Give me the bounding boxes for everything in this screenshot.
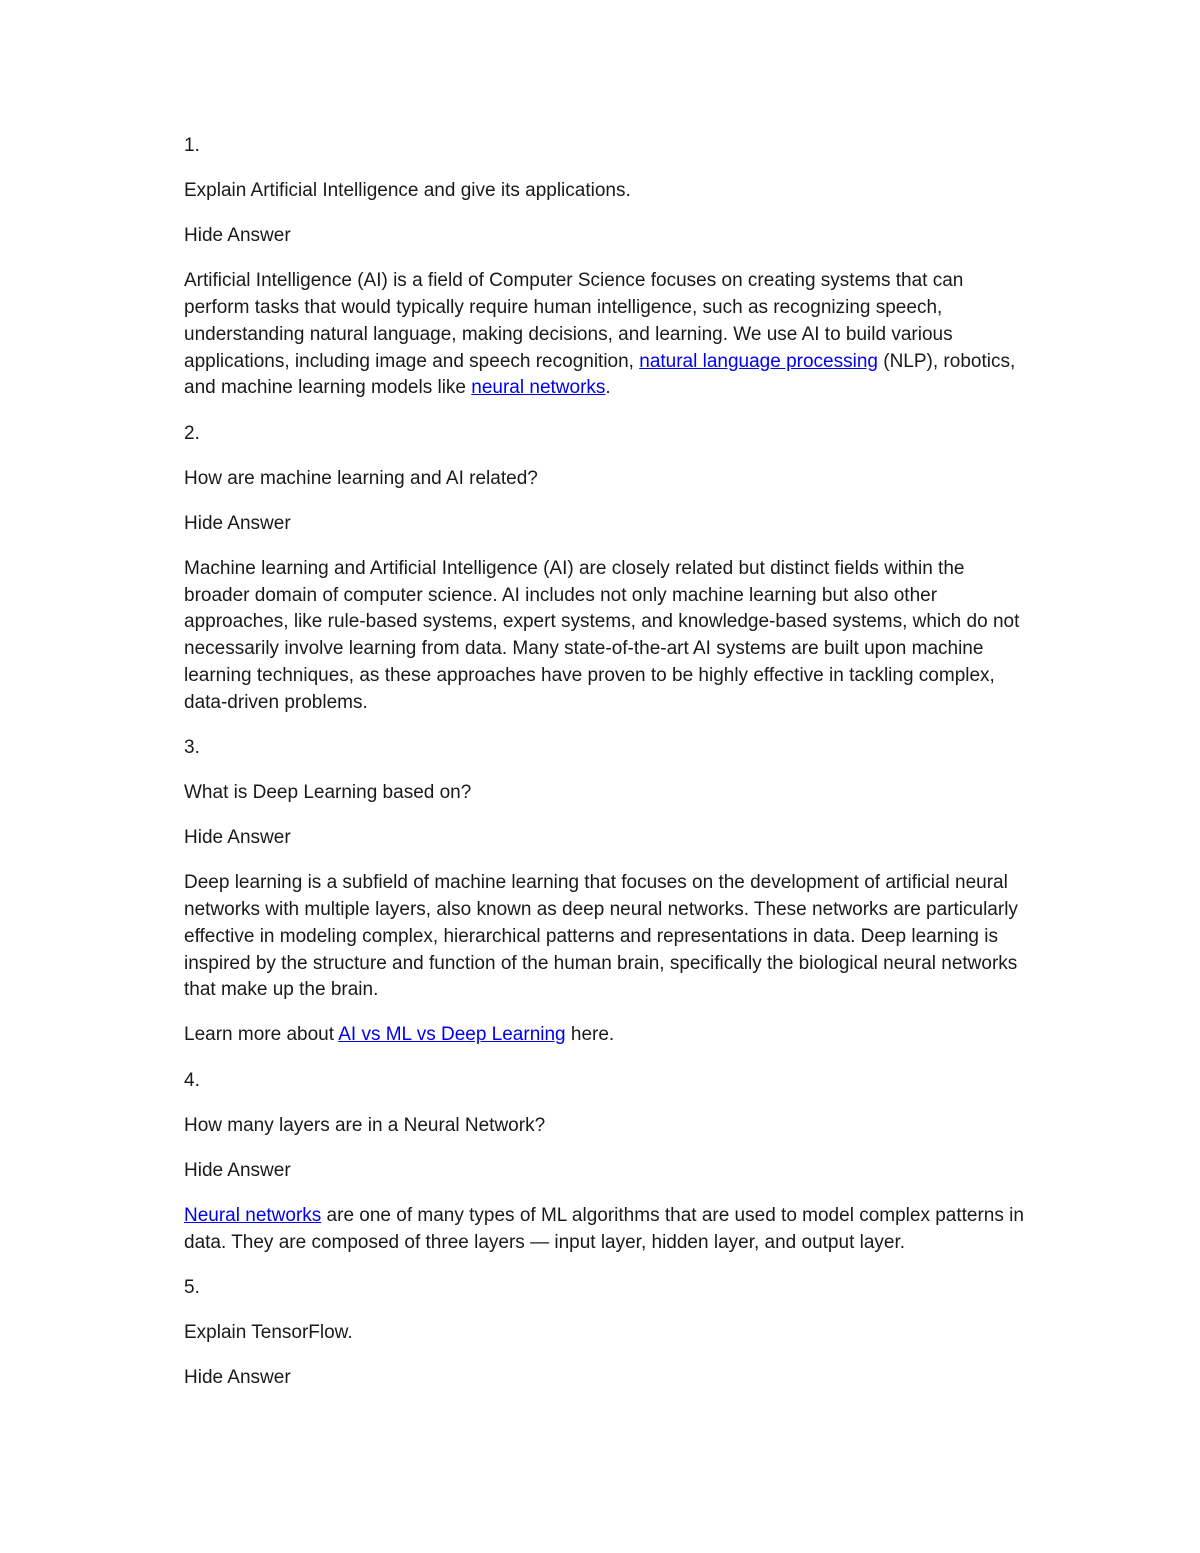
hide-answer-toggle[interactable]: Hide Answer xyxy=(184,1366,291,1388)
question-text: How are machine learning and AI related? xyxy=(184,467,538,489)
question-number: 2. xyxy=(184,422,200,444)
answer-segment: Artificial Intelligence (AI) is a field of Computer Science focuses on creating systems that can perform tasks that would typically require human intelligence, such as recognizing speech, understanding natural language, making decisions, and learning. We use AI to build various applications, including image and speech recognition, xyxy=(184,270,964,372)
answer-segment: are one of many types of ML algorithms that are used to model complex patterns in data. They are composed of three layers — input layer, hidden layer, and output layer. xyxy=(184,1204,1024,1253)
hide-answer-toggle[interactable]: Hide Answer xyxy=(184,225,291,247)
answer-text: Deep learning is a subfield of machine learning that focuses on the development of artificial neural networks with multiple layers, also known as deep neural networks. These networks are particularly effective in modeling complex, hierarchical patterns and representations in data. Deep learning is inspired by the structure and function of the human brain, specifically the biological neural networks that make up the brain. xyxy=(184,872,1018,1001)
answer-text: Machine learning and Artificial Intelligence (AI) are closely related but distinct fields within the broader domain of computer science. AI includes not only machine learning but also other approaches, like rule-based systems, expert systems, and knowledge-based systems, which do not necessarily involve learning from data. Many state-of-the-art AI systems are built upon machine learning techniques, as these approaches have proven to be highly effective in tackling complex, data-driven problems. xyxy=(184,557,1020,713)
answer-text xyxy=(184,1203,1034,1257)
question-number: 1. xyxy=(184,135,200,156)
question-number: 5. xyxy=(184,1276,200,1298)
answer-segment: (NLP), robotics, and machine learning models like xyxy=(184,350,1016,399)
question-text: What is Deep Learning based on? xyxy=(184,782,472,804)
learn-more-suffix: here. xyxy=(565,1024,615,1046)
answer-segment: . xyxy=(605,377,611,399)
question-number: 3. xyxy=(184,736,200,758)
link-natural-language-processing[interactable]: natural language processing xyxy=(639,350,878,372)
hide-answer-toggle[interactable]: Hide Answer xyxy=(184,512,291,534)
document-page xyxy=(184,133,1034,1410)
question-text: How many layers are in a Neural Network? xyxy=(184,1114,546,1136)
answer-text xyxy=(184,268,1034,402)
learn-more-line xyxy=(184,1022,1034,1049)
learn-more-prefix: Learn more about xyxy=(184,1024,339,1046)
link-neural-networks[interactable]: Neural networks xyxy=(184,1204,322,1226)
question-number: 4. xyxy=(184,1069,200,1091)
question-text: Explain Artificial Intelligence and give its applications. xyxy=(184,180,631,202)
hide-answer-toggle[interactable]: Hide Answer xyxy=(184,1159,291,1181)
link-ai-vs-ml-vs-deep-learning[interactable]: AI vs ML vs Deep Learning xyxy=(338,1024,566,1046)
link-neural-networks[interactable]: neural networks xyxy=(471,377,606,399)
hide-answer-toggle[interactable]: Hide Answer xyxy=(184,827,291,849)
question-text: Explain TensorFlow. xyxy=(184,1321,353,1343)
